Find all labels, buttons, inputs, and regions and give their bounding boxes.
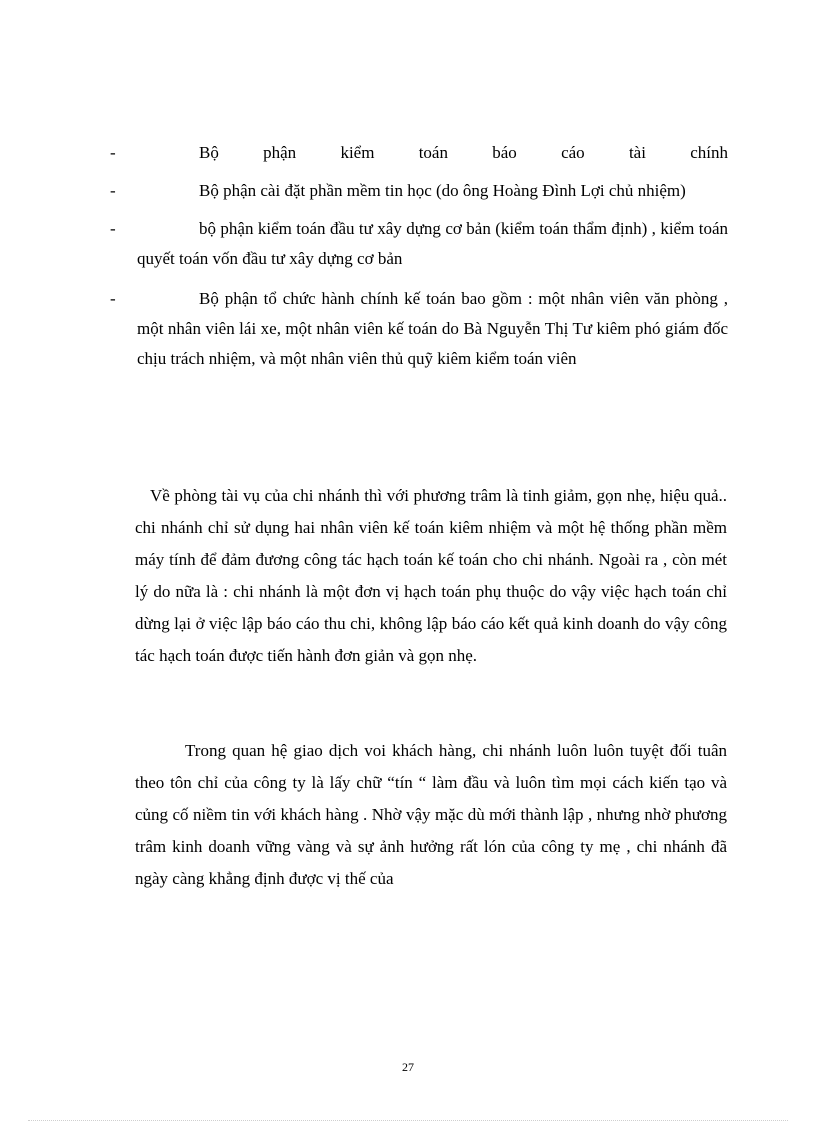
department-audit-financial: Bộ phận kiểm toán báo cáo tài chính xyxy=(199,143,728,162)
department-software: Bộ phận cài đặt phần mềm tin học (do ông Hoàng Đình Lợi chủ nhiệm) xyxy=(199,181,686,200)
bullet-dash: - xyxy=(110,143,116,162)
list-item xyxy=(110,176,728,206)
page-bottom-divider xyxy=(28,1120,788,1121)
bullet-dash: - xyxy=(110,289,116,308)
department-construction-audit: bộ phận kiểm toán đầu tư xây dựng cơ bản (kiểm toán thẩm định) , kiểm toán quyết toán vốn đầu tư xây dựng cơ bản xyxy=(137,219,728,268)
bullet-dash: - xyxy=(110,181,116,200)
finance-paragraph: Về phòng tài vụ của chi nhánh thì với phương trâm là tinh giảm, gọn nhẹ, hiệu quả.. chi nhánh chỉ sử dụng hai nhân viên kế toán kiêm nhiệm và một hệ thống phần mềm máy tính để đảm đương công tác hạch toán kế toán cho chi nhánh. Ngoài ra , còn mét lý do nữa là : chi nhánh là một đơn vị hạch toán phụ thuộc do vậy việc hạch toán chỉ dừng lại ở việc lập báo cáo thu chi, không lập báo cáo kết quả kinh doanh do vậy công tác hạch toán được tiến hành đơn giản và gọn nhẹ. xyxy=(135,486,727,665)
department-list xyxy=(110,138,728,374)
customer-relations-paragraph: Trong quan hệ giao dịch voi khách hàng, chi nhánh luôn luôn tuyệt đối tuân theo tôn chỉ của công ty là lấy chữ “tín “ làm đầu và luôn tìm mọi cách kiến tạo và củng cố niềm tin với khách hàng . Nhờ vậy mặc dù mới thành lập , nhưng nhờ phương trâm kinh doanh vững vàng và sự ảnh hưởng rất lón của công ty mẹ , chi nhánh đã ngày càng khẳng định được vị thế của xyxy=(135,741,727,888)
bullet-dash: - xyxy=(110,219,116,238)
list-item xyxy=(110,284,728,374)
list-item xyxy=(110,214,728,274)
department-admin-accounting: Bộ phận tổ chức hành chính kế toán bao gồm : một nhân viên văn phòng , một nhân viên lái xe, một nhân viên kế toán do Bà Nguyễn Thị Tư kiêm phó giám đốc chịu trách nhiệm, và một nhân viên thủ quỹ kiêm kiểm toán viên xyxy=(137,289,728,368)
page-number: 27 xyxy=(402,1060,414,1074)
list-item xyxy=(110,138,728,168)
